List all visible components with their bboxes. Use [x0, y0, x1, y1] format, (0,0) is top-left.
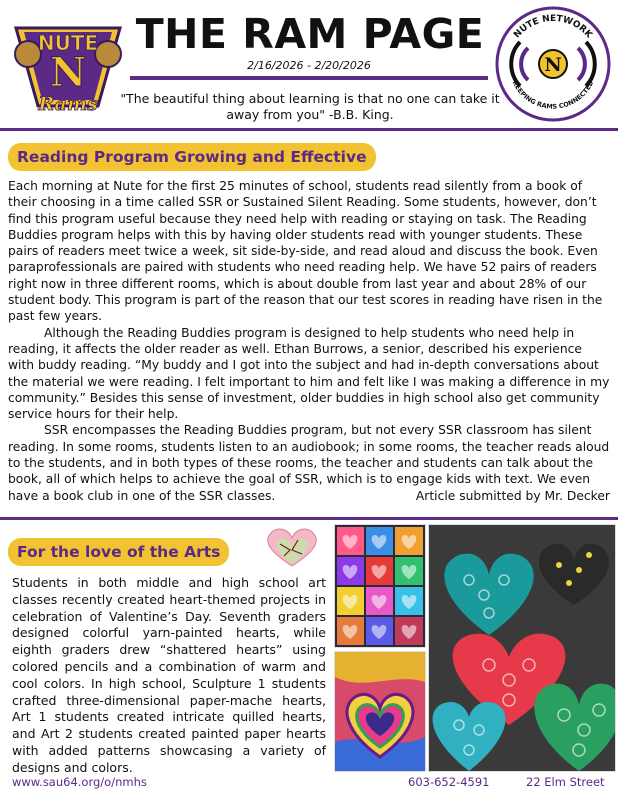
network-logo — [494, 4, 612, 122]
footer-address: 22 Elm Street — [526, 775, 605, 789]
painted-heart-photo — [334, 651, 426, 772]
quilled-hearts-photo — [428, 524, 616, 772]
reading-section-heading: Reading Program Growing and Effective — [8, 143, 376, 171]
reading-article — [8, 178, 610, 504]
logo-bottom-text: Rams — [38, 93, 98, 114]
network-logo-top-text: NUTE NETWORK — [512, 13, 594, 41]
network-logo-bottom-text: KEEPING RAMS CONNECTED — [510, 79, 596, 111]
header-divider — [0, 128, 618, 131]
reading-paragraph-2: Although the Reading Buddies program is designed to help students who need help in reading, it affects the older reader as well. Ethan Burrows, a senior, described his experience with buddy reading. “My buddy and I got into the subject and had in-depth conversations about the material we were reading. I felt important to him and felt like I was making a difference in my community.” Besides this sense of investment, older buddies in high school also get community service hours for their help. — [8, 325, 610, 422]
logo-top-text: NUTE — [37, 31, 99, 55]
section-divider — [0, 517, 618, 520]
school-logo — [12, 14, 124, 114]
issue-dates: 2/16/2026 - 2/20/2026 — [247, 59, 371, 72]
arts-article: Students in both middle and high school art classes recently created heart-themed projects in celebration of Valentine’s Day. Seventh graders designed colorful yarn-painted hearts, while eighth graders drew “shattered hearts” using colored pencils and a combination of warm and cool colors. In high school, Sculpture 1 students crafted three-dimensional paper-mache hearts, Art 1 students created intricate quilled hearts, and Art 2 students created painted paper hearts with added patterns showcasing a variety of designs and colors. — [12, 575, 326, 775]
footer-website-link[interactable]: www.sau64.org/o/nmhs — [12, 775, 147, 789]
yarn-hearts-photo — [334, 524, 426, 648]
network-logo-letter: N — [544, 54, 562, 76]
newsletter-title: THE RAM PAGE — [135, 10, 485, 58]
article-credit: Article submitted by Mr. Decker — [415, 488, 610, 503]
reading-paragraph-3-wrap — [8, 422, 610, 503]
logo-letter: N — [49, 49, 87, 96]
reading-paragraph-3: SSR encompasses the Reading Buddies program, but not every SSR classroom has silent reading. In some rooms, students listen to an audiobook; in some rooms, the teacher reads aloud to the students, and in both types of these rooms, the teacher and students can talk about the book, all of which helps to achieve the goal of SSR, which is to engage kids with text. We even have a book club in one of the SSR classes. — [8, 423, 610, 503]
header-quote: "The beautiful thing about learning is that no one can take it away from you" -B.B. King. — [120, 91, 500, 122]
arts-section-heading: For the love of the Arts — [8, 538, 229, 566]
title-divider — [130, 76, 488, 80]
footer-phone: 603-652-4591 — [408, 775, 490, 789]
reading-paragraph-1: Each morning at Nute for the first 25 minutes of school, students read silently from a book of their choosing in a time called SSR or Sustained Silent Reading. Some students, however, don’t find this program useful because they need help with reading or staying on task. The Reading Buddies program helps with this by having older students read with younger students. These pairs of readers meet twice a week, sit side-by-side, and read aloud and discuss the book. Even paraprofessionals are paired with students who need reading help. We have 52 pairs of readers right now in three different rooms, which is about double from last year and about 28% of our student body. This program is part of the reason that our test scores in reading have risen in the past few years. — [8, 179, 603, 324]
heart-decoration-image — [262, 526, 322, 568]
